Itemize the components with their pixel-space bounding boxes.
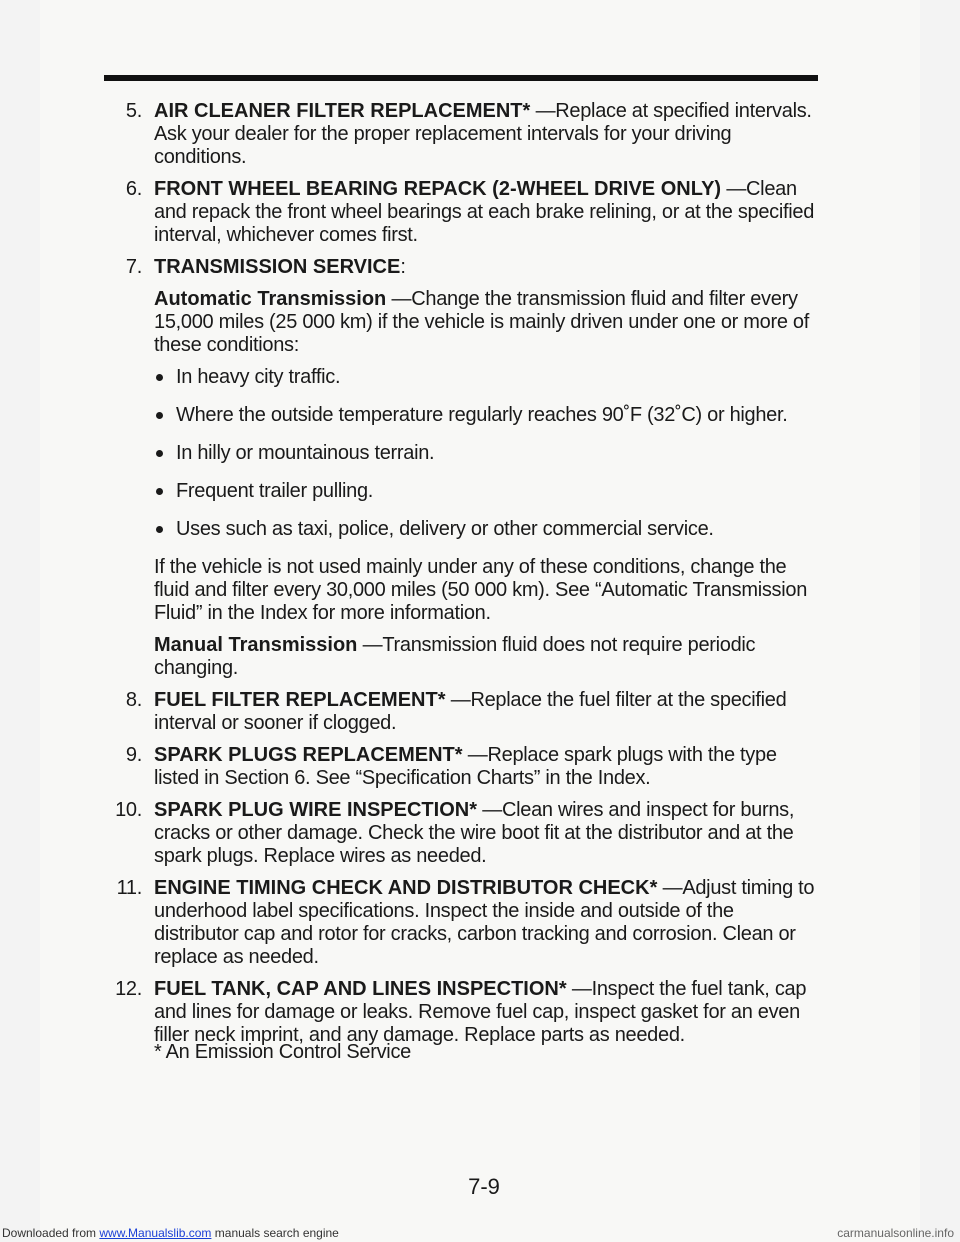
emission-note: * An Emission Control Service bbox=[154, 1041, 411, 1063]
download-footer bbox=[0, 1224, 960, 1242]
automatic-transmission-heading: Automatic Transmission bbox=[154, 288, 387, 310]
item-heading: SPARK PLUGS REPLACEMENT* bbox=[154, 744, 463, 766]
item-text: —Inspect the fuel tank, cap and lines for damage or leaks. Remove fuel cap, inspect gasket for an even filler neck imprint, and any damage. Replace parts as needed. bbox=[154, 978, 807, 1046]
footer-prefix: Downloaded from bbox=[2, 1226, 100, 1240]
item-text: —Replace spark plugs with the type listed in Section 6. See “Specification Charts” in the Index. bbox=[154, 744, 777, 789]
list-item-air-cleaner bbox=[104, 100, 816, 169]
list-item-transmission bbox=[104, 256, 816, 680]
condition-item: Frequent trailer pulling. bbox=[154, 480, 816, 503]
item-number: 10. bbox=[115, 799, 142, 821]
item-heading: FUEL TANK, CAP AND LINES INSPECTION* bbox=[154, 978, 567, 1000]
manual-transmission-paragraph bbox=[154, 634, 816, 680]
item-text: —Clean and repack the front wheel bearings at each brake relining, or at the specified interval, whichever comes first. bbox=[154, 178, 815, 246]
condition-item: In heavy city traffic. bbox=[154, 366, 816, 389]
automatic-transmission-paragraph bbox=[154, 288, 816, 357]
item-heading: ENGINE TIMING CHECK AND DISTRIBUTOR CHECK* bbox=[154, 877, 658, 899]
item-text: —Replace the fuel filter at the specified interval or sooner if clogged. bbox=[154, 689, 787, 734]
item-number: 5. bbox=[125, 100, 142, 122]
list-item-plug-wire bbox=[104, 799, 816, 868]
item-number: 7. bbox=[125, 256, 142, 278]
condition-item: Where the outside temperature regularly reaches 90˚F (32˚C) or higher. bbox=[154, 404, 816, 427]
item-text: —Adjust timing to underhood label specifications. Inspect the inside and outside of the distributor cap and rotor for cracks, carbon tracking and corrosion. Clean or replace as needed. bbox=[154, 877, 815, 968]
condition-item: Uses such as taxi, police, delivery or other commercial service. bbox=[154, 518, 816, 541]
list-item-spark-plugs bbox=[104, 744, 816, 790]
list-item-fuel-tank bbox=[104, 978, 816, 1064]
page-number: 7-9 bbox=[468, 1174, 500, 1199]
item-heading: SPARK PLUG WIRE INSPECTION* bbox=[154, 799, 477, 821]
item-heading: TRANSMISSION SERVICE bbox=[154, 256, 401, 278]
item-heading: FRONT WHEEL BEARING REPACK (2-WHEEL DRIVE ONLY) bbox=[154, 178, 722, 200]
list-item-fuel-filter bbox=[104, 689, 816, 735]
otherwise-paragraph: If the vehicle is not used mainly under any of these conditions, change the fluid and filter every 30,000 miles (50 000 km). See “Automatic Transmission Fluid” in the Index for more information. bbox=[154, 556, 808, 624]
list-item-engine-timing bbox=[104, 877, 816, 969]
manual-transmission-heading: Manual Transmission bbox=[154, 634, 358, 656]
item-number: 6. bbox=[125, 178, 142, 200]
item-text: : bbox=[400, 256, 406, 278]
item-number: 8. bbox=[125, 689, 142, 711]
manualslib-link[interactable]: www.Manualslib.com bbox=[99, 1226, 212, 1240]
automatic-transmission-text: —Change the transmission fluid and filter every 15,000 miles (25 000 km) if the vehicle is mainly driven under one or more of these conditions: bbox=[154, 288, 810, 356]
item-text: —Clean wires and inspect for burns, cracks or other damage. Check the wire boot fit at the distributor and at the spark plugs. Replace wires as needed. bbox=[154, 799, 795, 867]
list-item-wheel-bearing bbox=[104, 178, 816, 247]
footer-suffix: manuals search engine bbox=[211, 1226, 339, 1240]
item-text: —Replace at specified intervals. Ask your dealer for the proper replacement intervals for your driving conditions. bbox=[154, 100, 812, 168]
manual-transmission-text: —Transmission fluid does not require periodic changing. bbox=[154, 634, 756, 679]
condition-item: In hilly or mountainous terrain. bbox=[154, 442, 816, 465]
watermark-text: carmanualsonline.info bbox=[837, 1226, 954, 1240]
conditions-list bbox=[154, 366, 816, 541]
item-heading: AIR CLEANER FILTER REPLACEMENT* bbox=[154, 100, 531, 122]
item-number: 12. bbox=[115, 978, 142, 1000]
item-heading: FUEL FILTER REPLACEMENT* bbox=[154, 689, 446, 711]
header-rule bbox=[104, 75, 818, 81]
item-number: 9. bbox=[125, 744, 142, 766]
footer-attribution bbox=[2, 1224, 339, 1242]
item-number: 11. bbox=[116, 877, 142, 899]
maintenance-list bbox=[104, 100, 816, 1073]
